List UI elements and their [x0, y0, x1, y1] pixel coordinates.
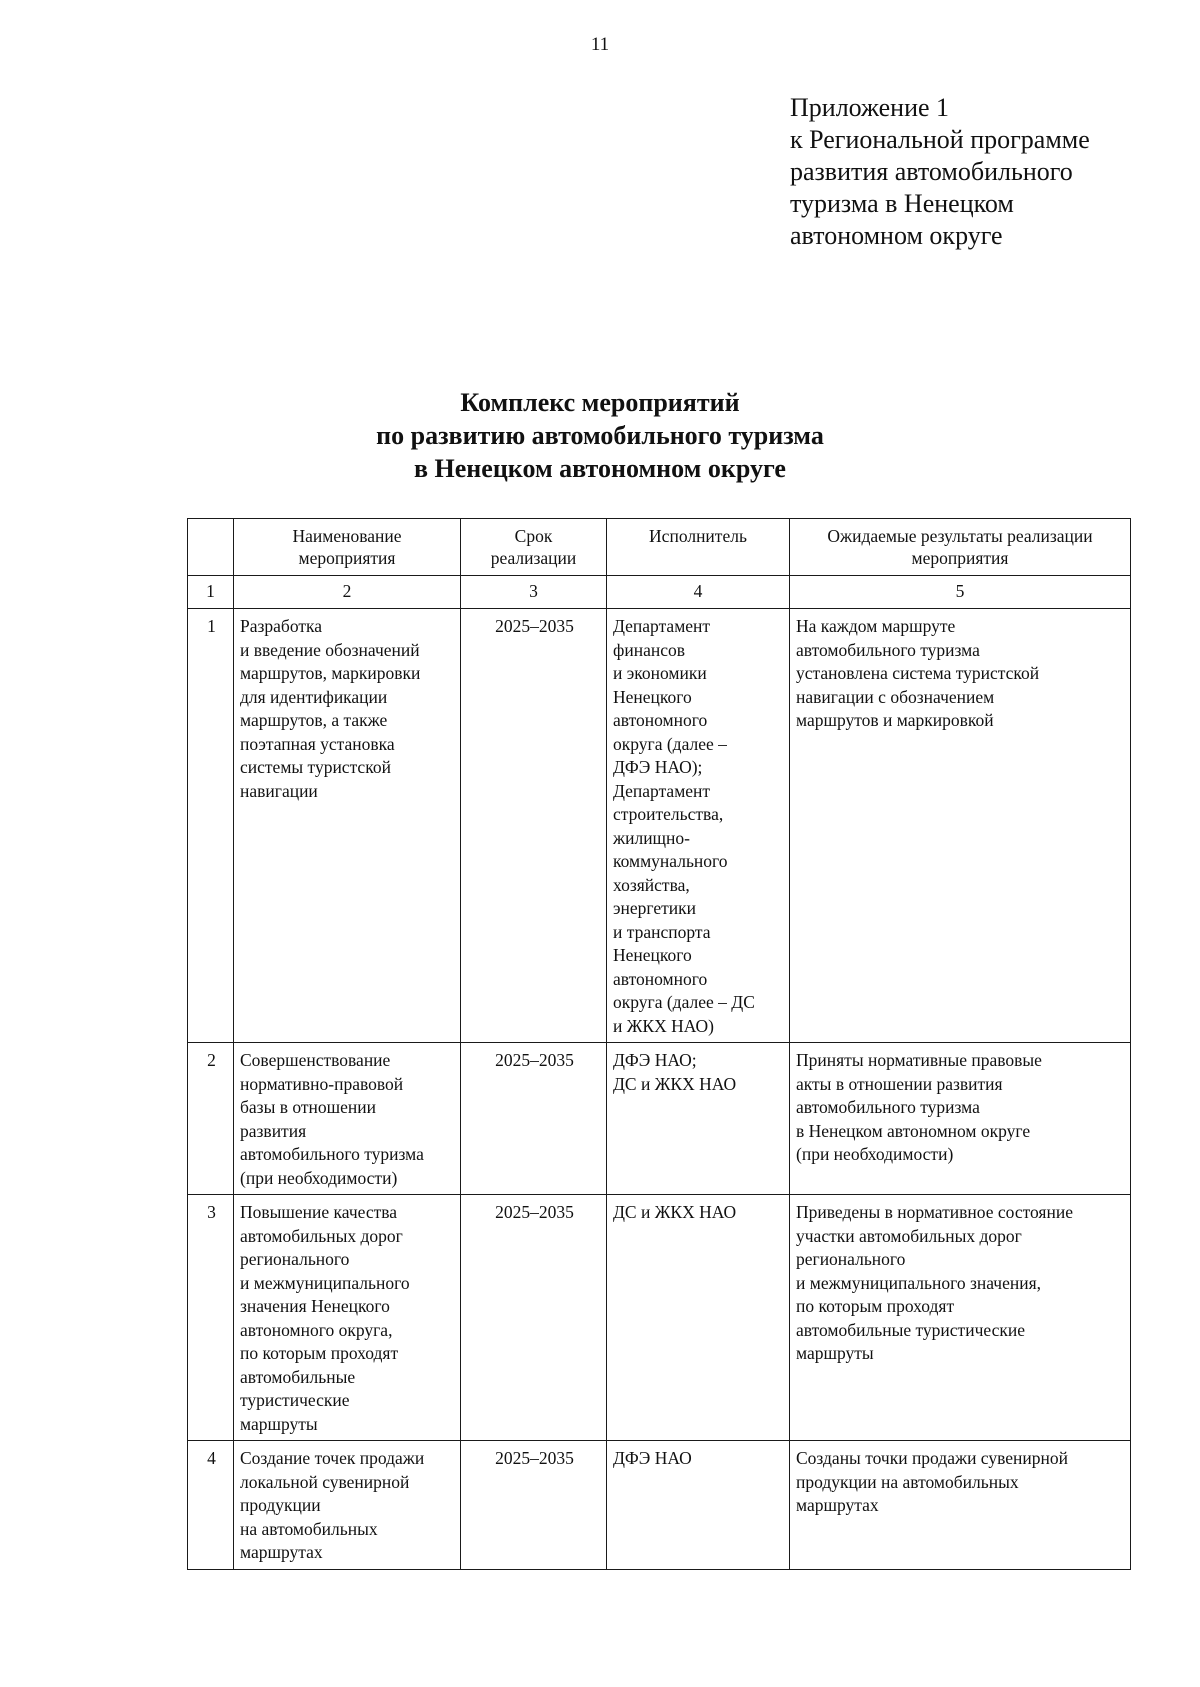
measure-executor: ДФЭ НАО; ДС и ЖКХ НАО — [607, 1043, 790, 1195]
table-header-row — [188, 519, 1131, 576]
measure-executor: ДС и ЖКХ НАО — [607, 1195, 790, 1441]
measure-results: Созданы точки продажи сувенирной продукции на автомобильных маршрутах — [790, 1441, 1131, 1570]
appendix-line: Приложение 1 — [790, 93, 950, 122]
measure-executor: ДФЭ НАО — [607, 1441, 790, 1570]
measure-executor: Департамент финансов и экономики Ненецкого автономного округа (далее – ДФЭ НАО); Департамент строительства, жилищно- коммунального хозяйства, энергетики и транспорта Ненецкого автономного округа (далее – ДС и ЖКХ НАО) — [607, 609, 790, 1043]
measure-results: Приведены в нормативное состояние участки автомобильных дорог регионального и межмуниципального значения, по которым проходят автомобильные туристические маршруты — [790, 1195, 1131, 1441]
header-num — [188, 519, 234, 576]
column-number: 1 — [188, 576, 234, 609]
title-line: Комплекс мероприятий — [460, 388, 740, 417]
document-title — [0, 386, 1200, 485]
measure-name: Повышение качества автомобильных дорог регионального и межмуниципального значения Ненецкого автономного округа, по которым проходят автомобильные туристические маршруты — [234, 1195, 461, 1441]
column-number: 5 — [790, 576, 1131, 609]
measure-period: 2025–2035 — [461, 1441, 607, 1570]
appendix-note — [790, 92, 1090, 252]
title-line: в Ненецком автономном округе — [414, 454, 786, 483]
appendix-line: автономном округе — [790, 221, 1003, 250]
row-number: 1 — [188, 609, 234, 1043]
row-number: 3 — [188, 1195, 234, 1441]
column-number: 4 — [607, 576, 790, 609]
table-row — [188, 609, 1131, 1043]
header-results: Ожидаемые результаты реализации мероприятия — [790, 519, 1131, 576]
header-name: Наименование мероприятия — [234, 519, 461, 576]
measure-period: 2025–2035 — [461, 609, 607, 1043]
table-row — [188, 1195, 1131, 1441]
table-row — [188, 1441, 1131, 1570]
header-period: Срок реализации — [461, 519, 607, 576]
column-numbers-row — [188, 576, 1131, 609]
measure-period: 2025–2035 — [461, 1043, 607, 1195]
measure-period: 2025–2035 — [461, 1195, 607, 1441]
row-number: 2 — [188, 1043, 234, 1195]
column-number: 3 — [461, 576, 607, 609]
table-row — [188, 1043, 1131, 1195]
measures-table — [187, 518, 1131, 1570]
appendix-line: к Региональной программе — [790, 125, 1090, 154]
header-executor: Исполнитель — [607, 519, 790, 576]
measure-results: Приняты нормативные правовые акты в отношении развития автомобильного туризма в Ненецком автономном округе (при необходимости) — [790, 1043, 1131, 1195]
measure-name: Создание точек продажи локальной сувенирной продукции на автомобильных маршрутах — [234, 1441, 461, 1570]
appendix-line: развития автомобильного — [790, 157, 1073, 186]
measure-name: Разработка и введение обозначений маршрутов, маркировки для идентификации маршрутов, а также поэтапная установка системы туристской навигации — [234, 609, 461, 1043]
title-line: по развитию автомобильного туризма — [376, 421, 824, 450]
appendix-line: туризма в Ненецком — [790, 189, 1014, 218]
measure-name: Совершенствование нормативно-правовой базы в отношении развития автомобильного туризма (при необходимости) — [234, 1043, 461, 1195]
row-number: 4 — [188, 1441, 234, 1570]
page-number: 11 — [590, 34, 610, 55]
column-number: 2 — [234, 576, 461, 609]
measure-results: На каждом маршруте автомобильного туризма установлена система туристской навигации с обозначением маршрутов и маркировкой — [790, 609, 1131, 1043]
